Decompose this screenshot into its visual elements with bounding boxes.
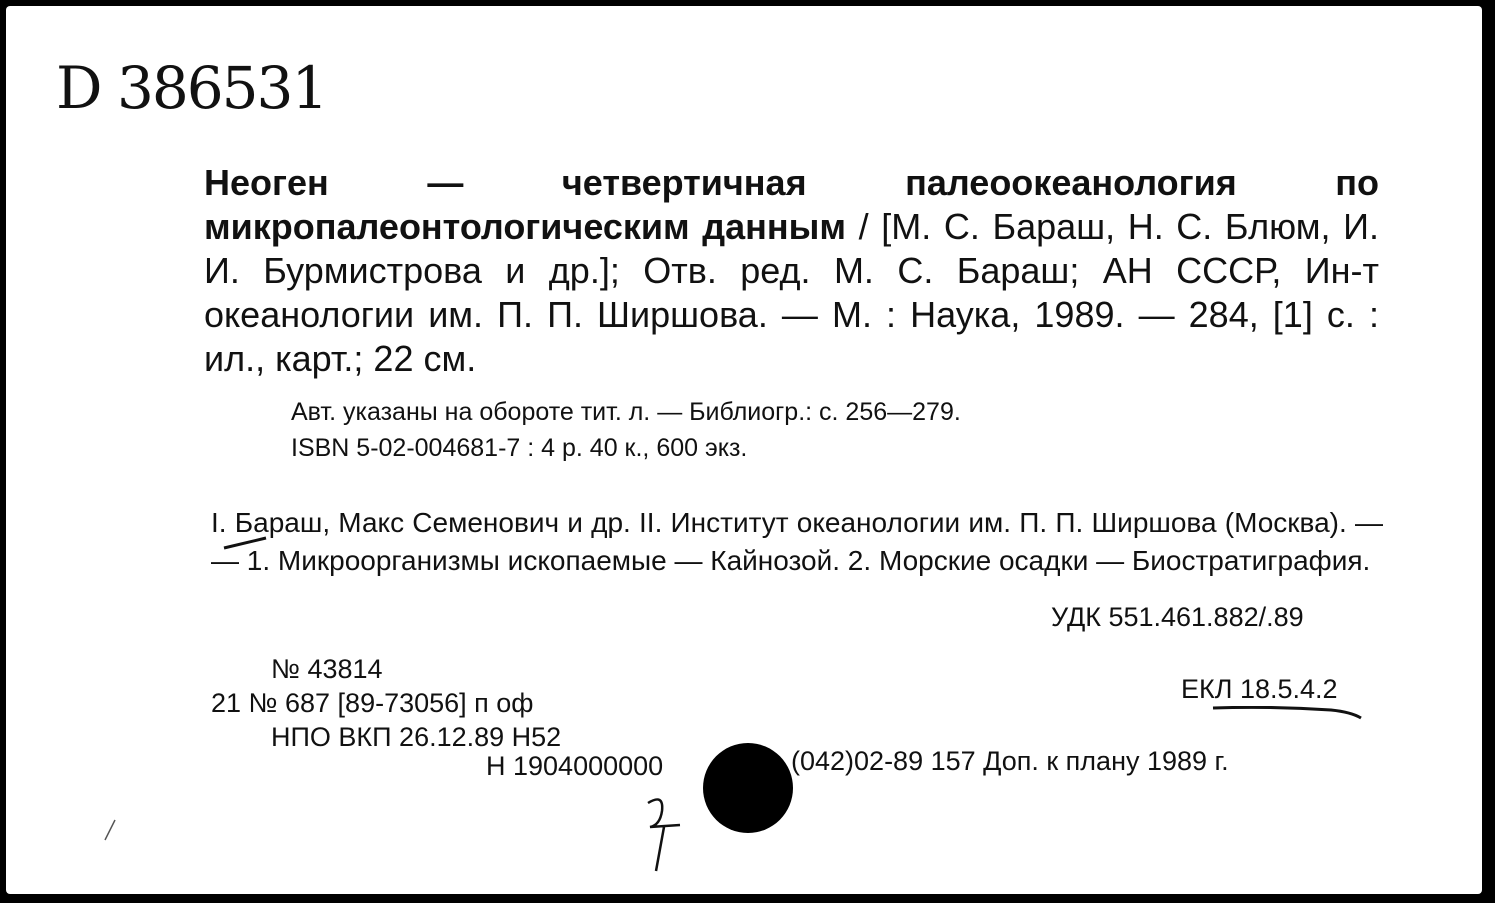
handwritten-mark [636, 791, 696, 881]
scan-border [1482, 0, 1495, 903]
catalog-card [6, 6, 1482, 894]
title-rest: / [М. С. Бараш, Н. С. Блюм, И. И. Бурмистрова и др.]; Отв. ред. М. С. Бараш; АН СССР, Ин-т океанологии им. П. П. Ширшова. — М. : Наука, 1989. — 284, [1] с. : ил., карт.; 22 см. [204, 206, 1379, 379]
udc-code: УДК 551.461.882/.89 [1051, 602, 1304, 632]
plan-line: (042)02-89 157 Доп. к плану 1989 г. [791, 746, 1229, 776]
ekl-underline-mark [1211, 706, 1371, 726]
call-number: D 386531 [56, 54, 327, 122]
ink-blot [703, 743, 793, 833]
title-bold: Неоген — четвертичная палеоокеанология по микропалеонтологическим данным [204, 162, 1379, 247]
npo-line: НПО ВКП 26.12.89 Н52 [271, 722, 562, 752]
order-line: 21 № 687 [89-73056] п оф [211, 688, 534, 718]
tracings: I. Бараш, Макс Семенович и др. II. Институт океанологии им. П. П. Ширшова (Москва). — — 1. Микроорганизмы ископаемые — Кайнозой. 2. Морские осадки — Биостратиграфия. [211, 507, 1383, 576]
note-authors: Авт. указаны на обороте тит. л. — Библиогр.: с. 256—279. [291, 398, 961, 426]
ekl-code: ЕКЛ 18.5.4.2 [1181, 674, 1338, 704]
note-isbn: ISBN 5-02-004681-7 : 4 р. 40 к., 600 экз. [291, 434, 748, 462]
h-code: Н 1904000000 [486, 751, 664, 781]
pencil-tick [101, 816, 121, 846]
pencil-mark [220, 534, 280, 554]
record-number: № 43814 [271, 654, 383, 684]
bibliographic-description [204, 161, 1379, 381]
